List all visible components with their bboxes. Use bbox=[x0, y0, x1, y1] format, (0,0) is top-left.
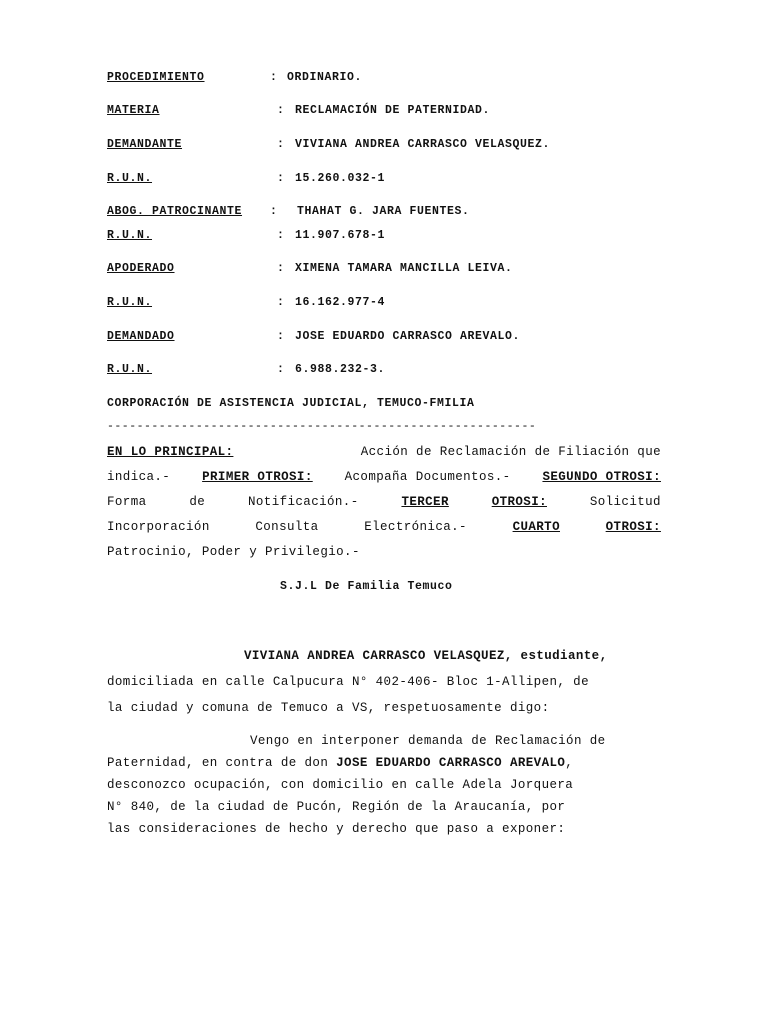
body-line bbox=[107, 752, 661, 774]
label-run: R.U.N. bbox=[107, 229, 153, 242]
corporacion-line: CORPORACIÓN DE ASISTENCIA JUDICIAL, TEMUCO-FMILIA bbox=[107, 397, 475, 410]
value-run-demandado: 6.988.232-3. bbox=[295, 363, 386, 376]
header-demandante bbox=[107, 138, 707, 154]
header-demandado bbox=[107, 330, 707, 346]
body-text: , bbox=[565, 756, 574, 770]
value-demandado: JOSE EDUARDO CARRASCO AREVALO. bbox=[295, 330, 521, 343]
summary-line bbox=[107, 440, 661, 465]
label-apoderado: APODERADO bbox=[107, 262, 175, 275]
label-demandado: DEMANDADO bbox=[107, 330, 175, 343]
header-materia bbox=[107, 104, 707, 120]
summary-paragraph bbox=[107, 440, 661, 565]
summary-text: de bbox=[189, 495, 206, 509]
separator: : bbox=[270, 71, 278, 84]
value-procedimiento: ORDINARIO. bbox=[287, 71, 363, 84]
header-run-demandante bbox=[107, 172, 707, 188]
intro-line: domiciliada en calle Calpucura N° 402-406- Bloc 1-Allipen, de bbox=[107, 675, 589, 689]
separator: : bbox=[277, 296, 285, 309]
header-apoderado bbox=[107, 262, 707, 278]
summary-text: Notificación.- bbox=[247, 495, 359, 509]
label-abogado: ABOG. PATROCINANTE bbox=[107, 205, 243, 218]
dashed-rule: ---------------------------------------------------------- bbox=[107, 420, 537, 433]
header-abogado bbox=[107, 205, 707, 221]
header-procedimiento bbox=[107, 71, 707, 87]
label-demandante: DEMANDANTE bbox=[107, 138, 183, 151]
intro-line bbox=[107, 643, 661, 669]
label-procedimiento: PROCEDIMIENTO bbox=[107, 71, 205, 84]
defendant-name: JOSE EDUARDO CARRASCO AREVALO bbox=[336, 756, 566, 770]
summary-text: Solicitud bbox=[589, 495, 661, 509]
tercer-otrosi: OTROSI: bbox=[491, 495, 547, 509]
en-lo-principal: EN LO PRINCIPAL: bbox=[107, 445, 234, 459]
summary-line bbox=[107, 465, 661, 490]
intro-paragraph bbox=[107, 643, 661, 721]
body-line: Vengo en interponer demanda de Reclamación de bbox=[250, 734, 606, 748]
label-run: R.U.N. bbox=[107, 172, 153, 185]
summary-line bbox=[107, 540, 661, 565]
court-title: S.J.L De Familia Temuco bbox=[280, 580, 453, 593]
header-run-demandado bbox=[107, 363, 707, 379]
body-text: Paternidad, en contra de don bbox=[107, 756, 329, 770]
value-run-apoderado: 16.162.977-4 bbox=[295, 296, 386, 309]
header-run-apoderado bbox=[107, 296, 707, 312]
summary-text: Acción de Reclamación de Filiación que bbox=[360, 445, 661, 459]
segundo-otrosi: SEGUNDO OTROSI: bbox=[542, 470, 661, 484]
value-materia: RECLAMACIÓN DE PATERNIDAD. bbox=[295, 104, 491, 117]
summary-text: Patrocinio, Poder y Privilegio.- bbox=[107, 545, 360, 559]
cuarto-otrosi: OTROSI: bbox=[605, 520, 661, 534]
body-paragraph bbox=[107, 730, 661, 840]
intro-text: , estudiante, bbox=[504, 649, 608, 663]
body-line: N° 840, de la ciudad de Pucón, Región de la Araucanía, por bbox=[107, 800, 566, 814]
summary-text: Electrónica.- bbox=[364, 520, 467, 534]
summary-text: Consulta bbox=[255, 520, 319, 534]
value-demandante: VIVIANA ANDREA CARRASCO VELASQUEZ. bbox=[295, 138, 551, 151]
tercer-label: TERCER bbox=[401, 495, 449, 509]
label-run: R.U.N. bbox=[107, 296, 153, 309]
body-line: desconozco ocupación, con domicilio en calle Adela Jorquera bbox=[107, 778, 574, 792]
header-run-abogado bbox=[107, 229, 707, 245]
separator: : bbox=[277, 363, 285, 376]
summary-text: indica.- bbox=[107, 470, 171, 484]
intro-line: la ciudad y comuna de Temuco a VS, respetuosamente digo: bbox=[107, 701, 550, 715]
body-line: las consideraciones de hecho y derecho que paso a exponer: bbox=[107, 822, 566, 836]
label-materia: MATERIA bbox=[107, 104, 160, 117]
separator: : bbox=[277, 229, 285, 242]
value-run-abogado: 11.907.678-1 bbox=[295, 229, 386, 242]
cuarto-label: CUARTO bbox=[512, 520, 560, 534]
primer-otrosi: PRIMER OTROSI: bbox=[202, 470, 313, 484]
value-abogado: THAHAT G. JARA FUENTES. bbox=[297, 205, 470, 218]
separator: : bbox=[277, 172, 285, 185]
summary-text: Incorporación bbox=[107, 520, 210, 534]
separator: : bbox=[270, 205, 278, 218]
summary-text: Acompaña Documentos.- bbox=[344, 470, 511, 484]
separator: : bbox=[277, 330, 285, 343]
separator: : bbox=[277, 104, 285, 117]
value-run-demandante: 15.260.032-1 bbox=[295, 172, 386, 185]
label-run: R.U.N. bbox=[107, 363, 153, 376]
summary-text: Forma bbox=[107, 495, 147, 509]
separator: : bbox=[277, 138, 285, 151]
summary-line bbox=[107, 515, 661, 540]
separator: : bbox=[277, 262, 285, 275]
plaintiff-name: VIVIANA ANDREA CARRASCO VELASQUEZ bbox=[244, 649, 505, 663]
value-apoderado: XIMENA TAMARA MANCILLA LEIVA. bbox=[295, 262, 513, 275]
summary-line bbox=[107, 490, 661, 515]
